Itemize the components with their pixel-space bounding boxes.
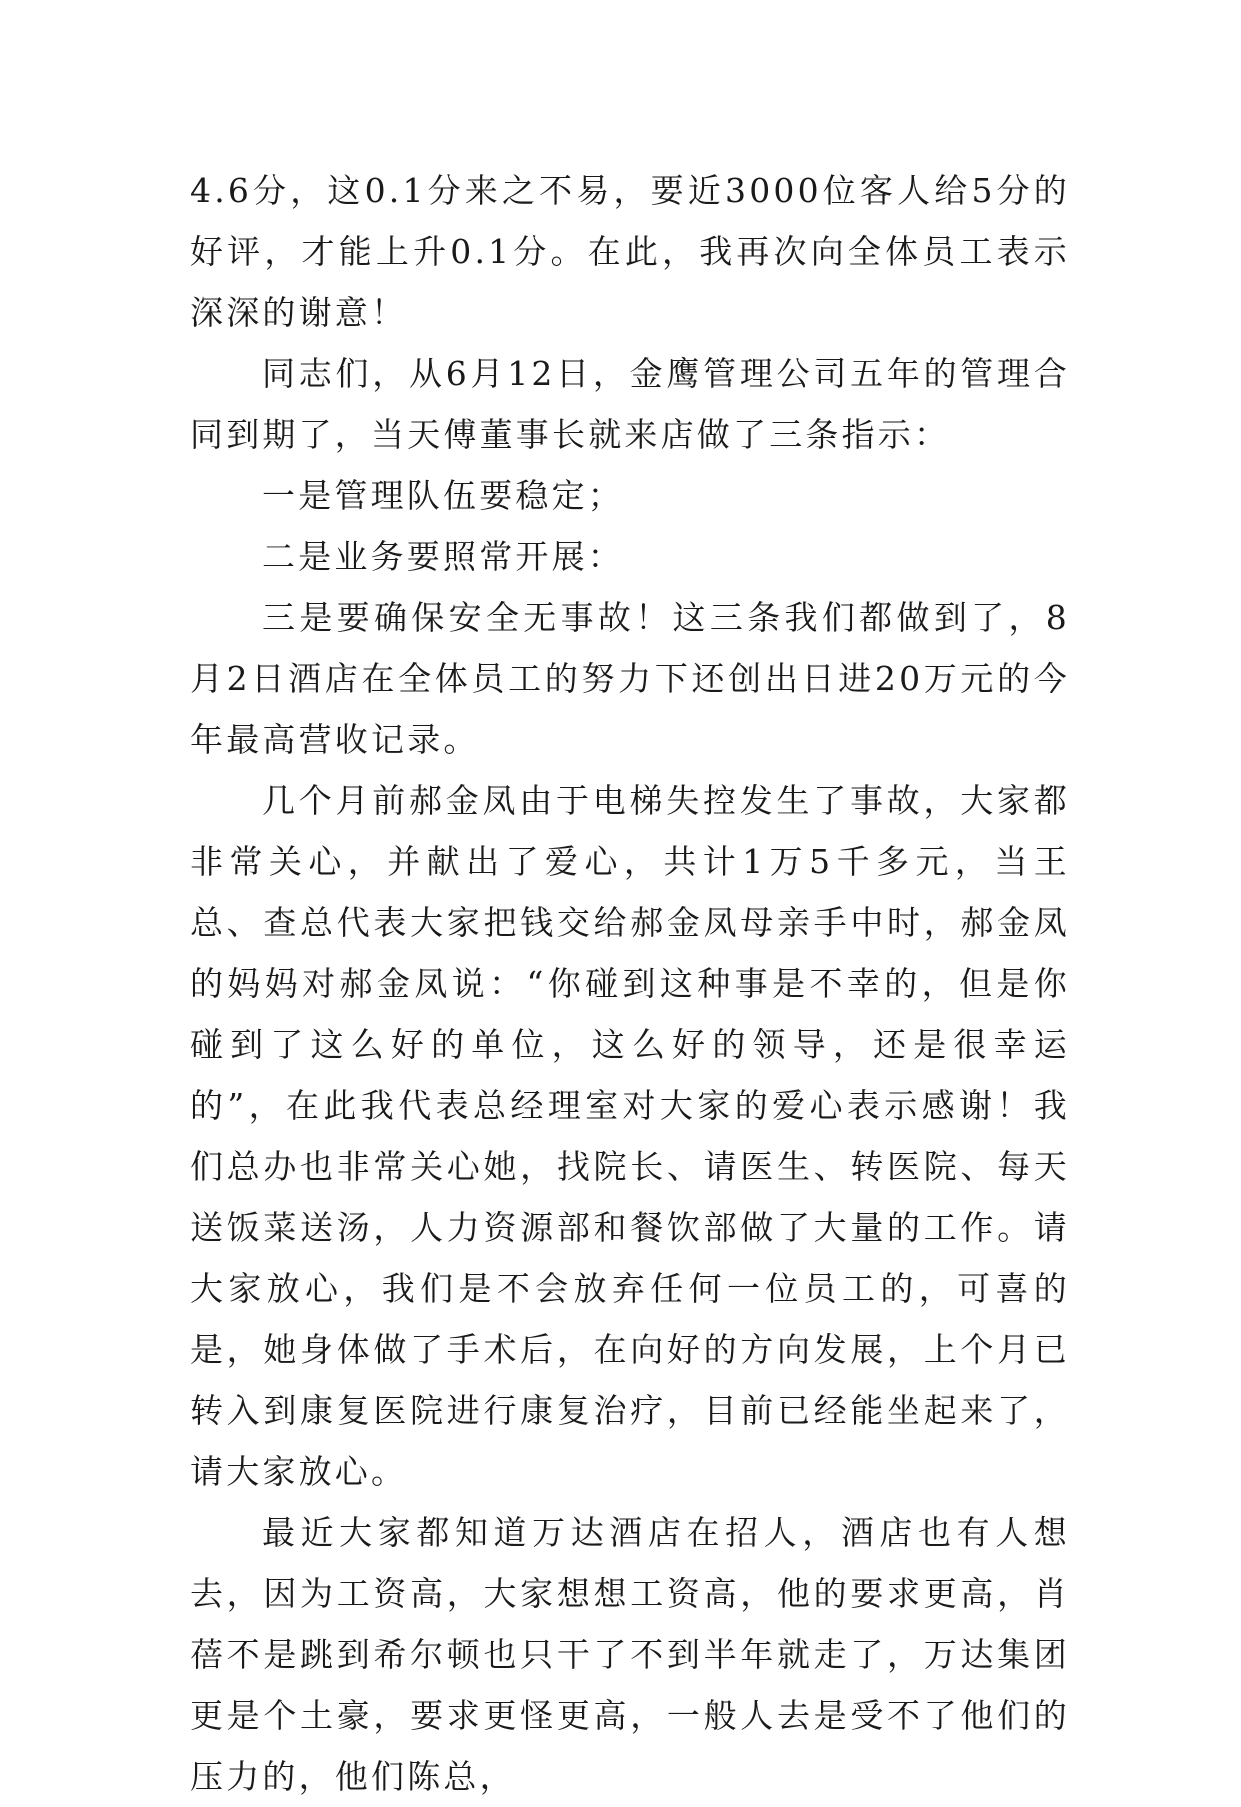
document-body [190, 160, 1070, 1807]
paragraph-wanda-recruiting: 最近大家都知道万达酒店在招人，酒店也有人想去，因为工资高，大家想想工资高，他的要求更高，肖蓓不是跳到希尔顿也只干了不到半年就走了，万达集团更是个土豪，要求更怪更高，一般人去是受不了他们的压力的，他们陈总， [190, 1513, 1070, 1796]
paragraph-instruction-three: 三是要确保安全无事故！这三条我们都做到了，8月2日酒店在全体员工的努力下还创出日进20万元的今年最高营收记录。 [190, 598, 1070, 759]
paragraph-employee-accident: 几个月前郝金凤由于电梯失控发生了事故，大家都非常关心，并献出了爱心，共计1万5千多元，当王总、查总代表大家把钱交给郝金凤母亲手中时，郝金凤的妈妈对郝金凤说：“你碰到这种事是不幸的，但是你碰到了这么好的单位，这么好的领导，还是很幸运的”，在此我代表总经理室对大家的爱心表示感谢！我们总办也非常关心她，找院长、请医生、转医院、每天送饭菜送汤，人力资源部和餐饮部做了大量的工作。请大家放心，我们是不会放弃任何一位员工的，可喜的是，她身体做了手术后，在向好的方向发展，上个月已转入到康复医院进行康复治疗，目前已经能坐起来了，请大家放心。 [190, 781, 1070, 1491]
paragraph-contract-expiry: 同志们，从6月12日，金鹰管理公司五年的管理合同到期了，当天傅董事长就来店做了三条指示： [190, 354, 1070, 454]
paragraph-instruction-two: 二是业务要照常开展： [262, 537, 624, 576]
paragraph-continuation: 4.6分，这0.1分来之不易，要近3000位客人给5分的好评，才能上升0.1分。在此，我再次向全体员工表示深深的谢意！ [190, 171, 1070, 332]
paragraph-instruction-one: 一是管理队伍要稳定； [262, 476, 624, 515]
